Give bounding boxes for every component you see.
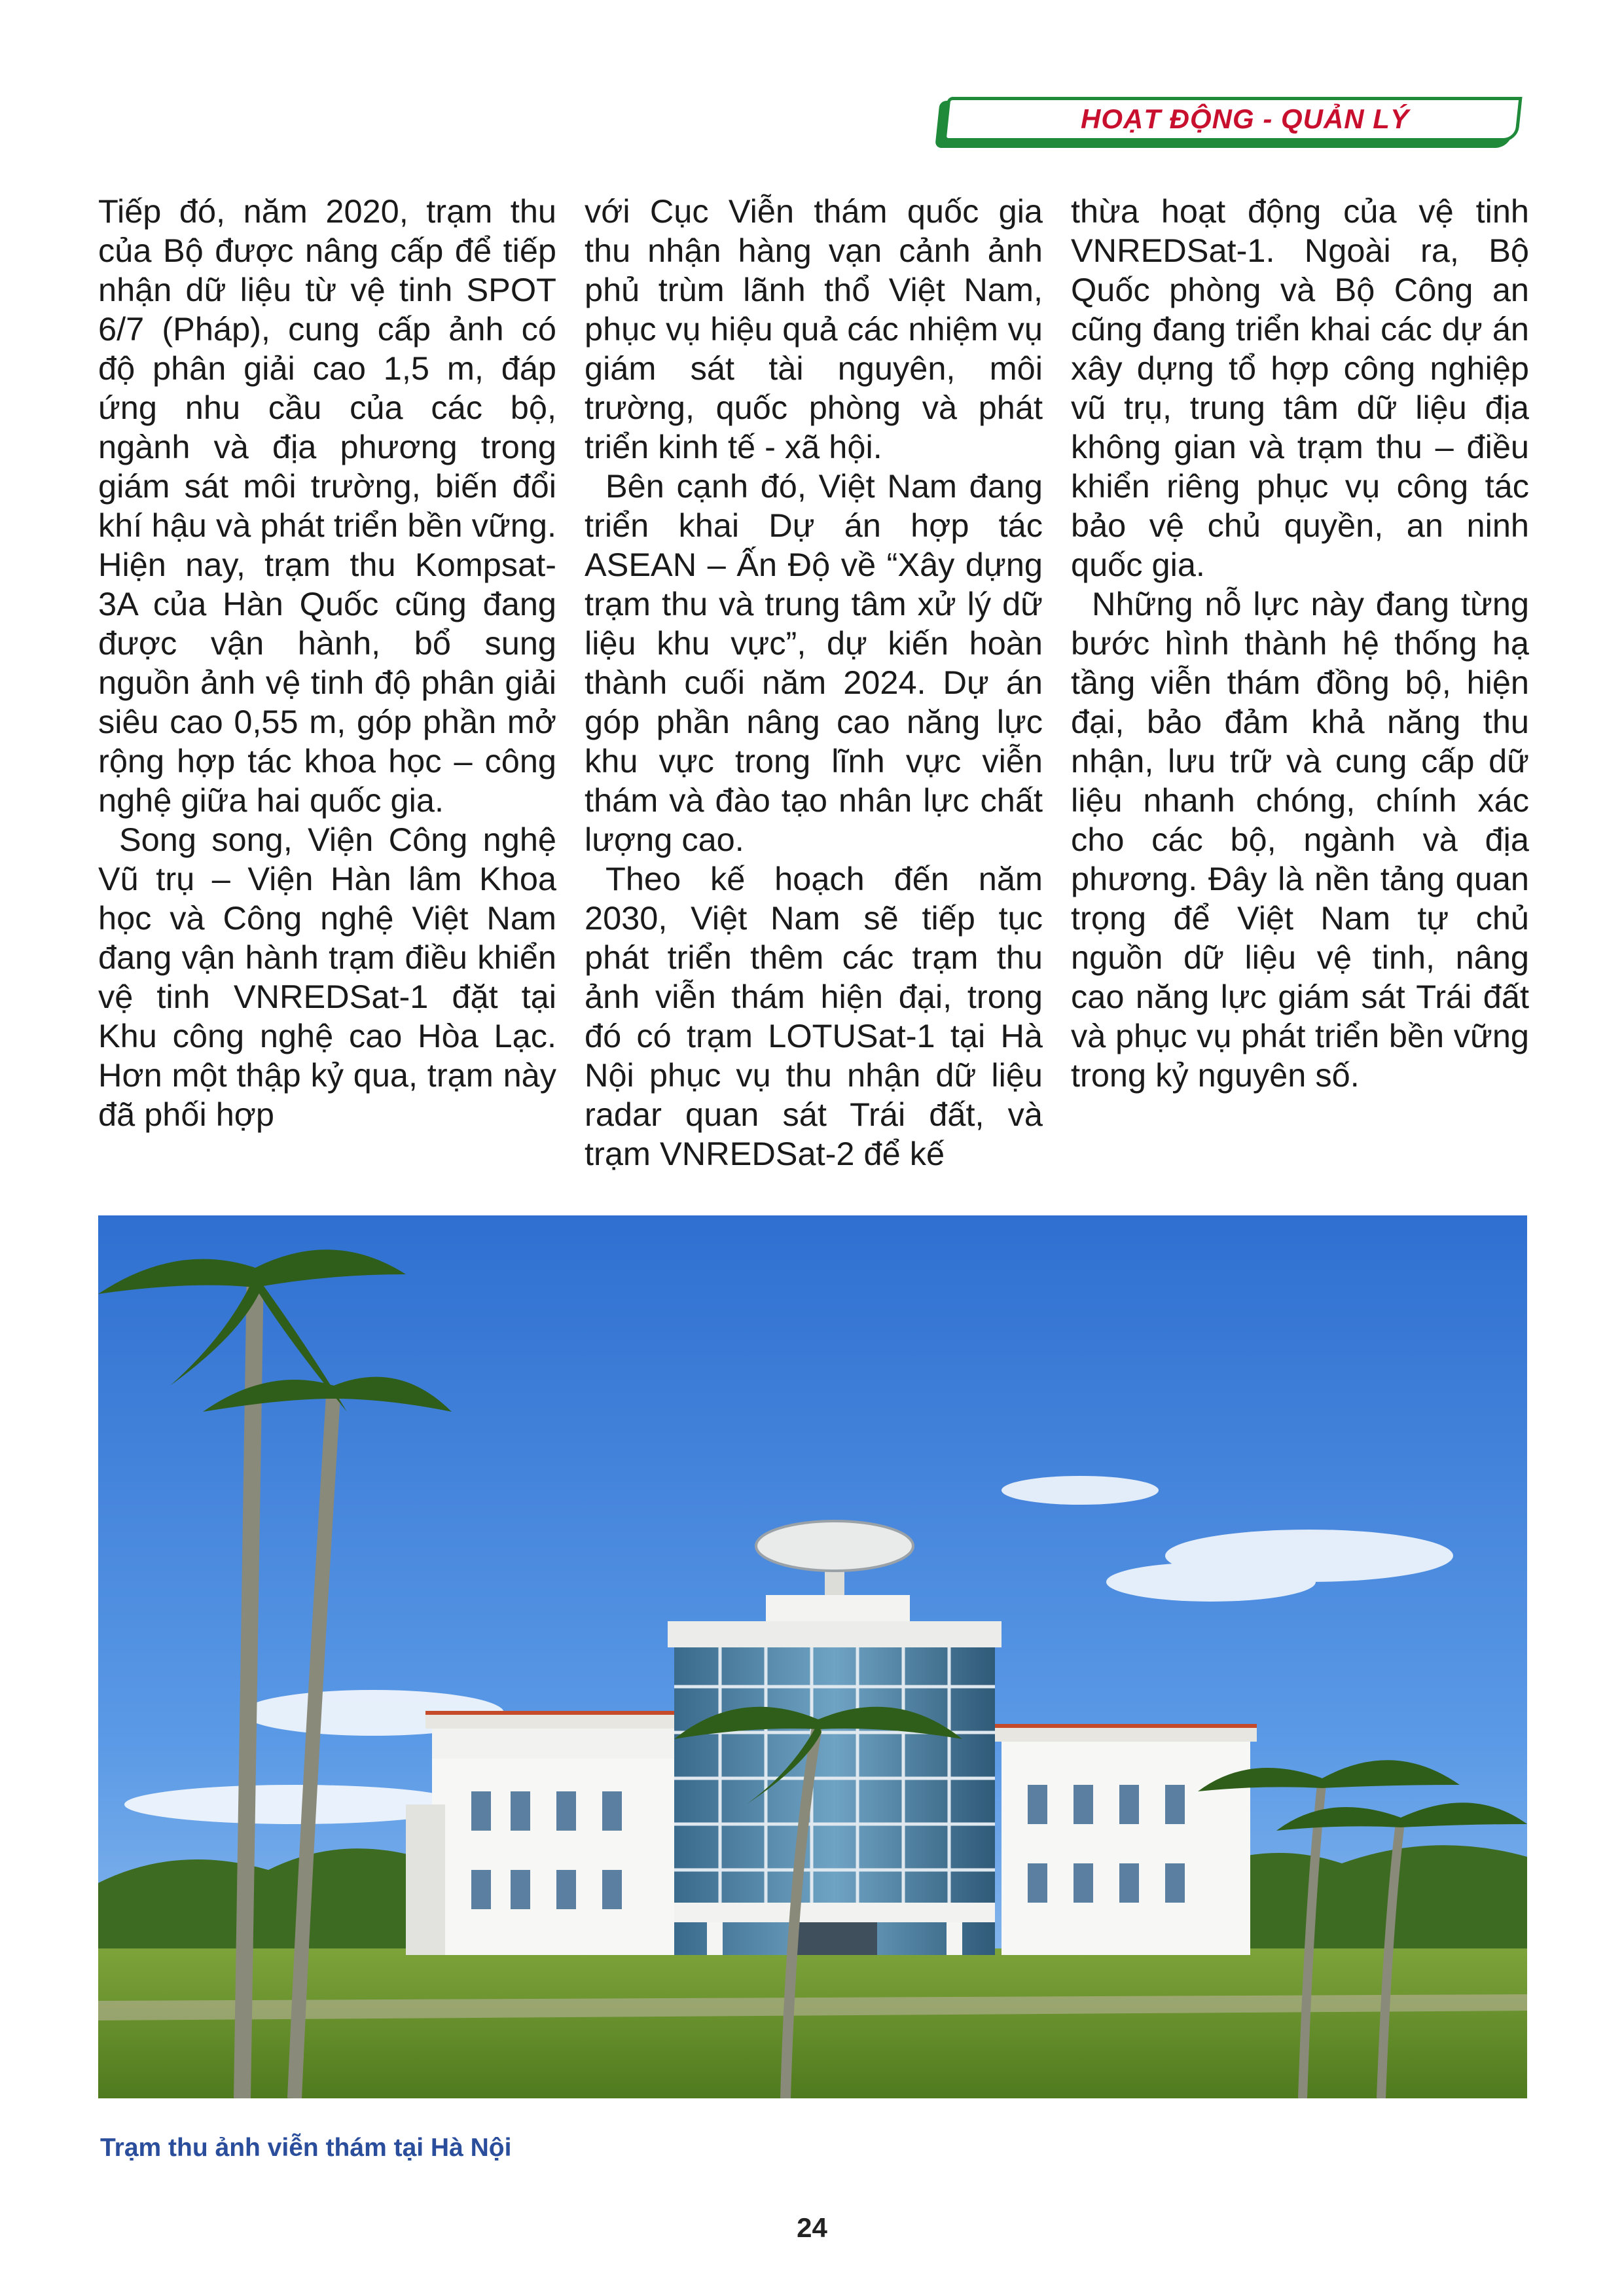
article-column-2 bbox=[585, 192, 1043, 1174]
article-column-1 bbox=[98, 192, 556, 1134]
paragraph: Bên cạnh đó, Việt Nam đang triển khai Dự án hợp tác ASEAN – Ấn Độ về “Xây dựng trạm thu và trung tâm xử lý dữ liệu khu vực”, dự kiến hoàn thành cuối năm 2024. Dự án góp phần nâng cao năng lực khu vực trong lĩnh vực viễn thám và đào tạo nhân lực chất lượng cao. bbox=[585, 467, 1043, 858]
paragraph: Theo kế hoạch đến năm 2030, Việt Nam sẽ tiếp tục phát triển thêm các trạm thu ảnh viễn thám hiện đại, trong đó có trạm LOTUSat-1 tại Hà Nội phục vụ thu nhận dữ liệu radar quan sát Trái đất, và trạm VNREDSat-2 để kế bbox=[585, 860, 1043, 1172]
left-wing bbox=[406, 1713, 681, 1955]
page-number: 24 bbox=[797, 2212, 827, 2243]
section-header-tab bbox=[937, 97, 1522, 148]
section-label: HOẠT ĐỘNG - QUẢN LÝ bbox=[1081, 103, 1409, 134]
station-illustration bbox=[98, 1215, 1527, 2098]
paragraph: Tiếp đó, năm 2020, trạm thu của Bộ được nâng cấp để tiếp nhận dữ liệu từ vệ tinh SPOT 6/7 (Pháp), cung cấp ảnh có độ phân giải cao 1,5 m, đáp ứng nhu cầu của các bộ, ngành và địa phương trong giám sát môi trường, biến đổi khí hậu và phát triển bền vững. Hiện nay, trạm thu Kompsat-3A của Hàn Quốc cũng đang được vận hành, bổ sung nguồn ảnh vệ tinh độ phân giải siêu cao 0,55 m, góp phần mở rộng hợp tác khoa học – công nghệ giữa hai quốc gia. bbox=[98, 192, 556, 819]
paragraph: với Cục Viễn thám quốc gia thu nhận hàng vạn cảnh ảnh phủ trùm lãnh thổ Việt Nam, phục vụ hiệu quả các nhiệm vụ giám sát tài nguyên, môi trường, quốc phòng và phát triển kinh tế - xã hội. bbox=[585, 192, 1043, 465]
article-column-3 bbox=[1071, 192, 1529, 1095]
glass-tower bbox=[668, 1621, 1001, 1955]
paragraph: Những nỗ lực này đang từng bước hình thành hệ thống hạ tầng viễn thám đồng bộ, hiện đại, bảo đảm khả năng thu nhận, lưu trữ và cung cấp dữ liệu nhanh chóng, chính xác cho các bộ, ngành và địa phương. Đây là nền tảng quan trọng để Việt Nam tự chủ nguồn dữ liệu vệ tinh, nâng cao năng lực giám sát Trái đất và phục vụ phát triển bền vững trong kỷ nguyên số. bbox=[1071, 585, 1529, 1094]
lawn bbox=[98, 1948, 1527, 2098]
station-photo bbox=[98, 1215, 1527, 2098]
right-wing bbox=[995, 1726, 1257, 1955]
paragraph: thừa hoạt động của vệ tinh VNREDSat-1. Ngoài ra, Bộ Quốc phòng và Bộ Công an cũng đang triển khai các dự án xây dựng tổ hợp công nghiệp vũ trụ, trung tâm dữ liệu địa không gian và trạm thu – điều khiển riêng phục vụ công tác bảo vệ chủ quyền, an ninh quốc gia. bbox=[1071, 192, 1529, 583]
paragraph: Song song, Viện Công nghệ Vũ trụ – Viện Hàn lâm Khoa học và Công nghệ Việt Nam đang vận hành trạm điều khiển vệ tinh VNREDSat-1 đặt tại Khu công nghệ cao Hòa Lạc. Hơn một thập kỷ qua, trạm này đã phối hợp bbox=[98, 821, 556, 1133]
photo-caption: Trạm thu ảnh viễn thám tại Hà Nội bbox=[100, 2134, 512, 2162]
